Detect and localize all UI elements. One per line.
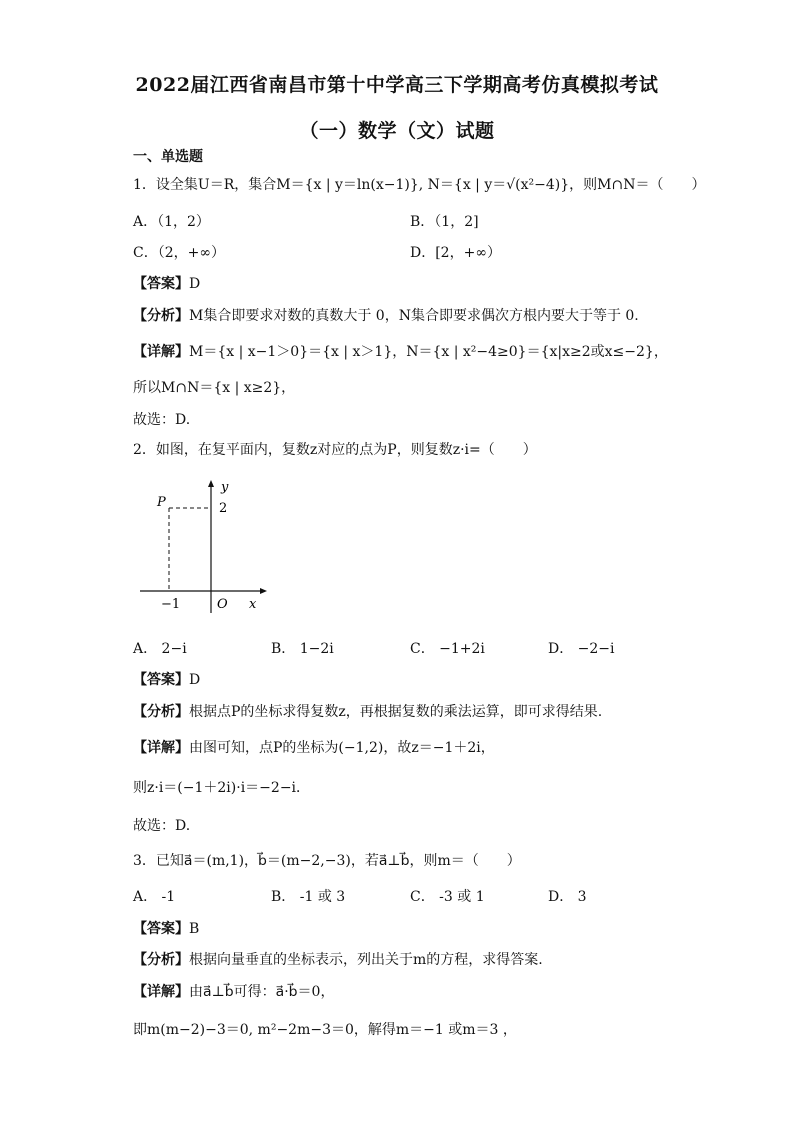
answer-tag: 【答案】 bbox=[133, 672, 189, 688]
label-origin: O bbox=[217, 597, 228, 612]
q3-option-a: A． -1 bbox=[133, 889, 176, 905]
q3-stem: 3．已知a⃗＝(m,1)，b⃗＝(m−2,−3)，若a⃗⊥b⃗，则m＝（ ） bbox=[133, 853, 521, 869]
section-heading: 一、单选题 bbox=[133, 149, 203, 165]
q1-analysis bbox=[133, 306, 639, 326]
q2-detail2: 则z·i＝(−1＋2i)·i＝−2−i． bbox=[133, 780, 311, 796]
document-title-line1: 2022届江西省南昌市第十中学高三下学期高考仿真模拟考试 bbox=[135, 74, 659, 96]
answer-value: B bbox=[189, 921, 200, 937]
q3-option-c: C． -3 或 1 bbox=[410, 889, 485, 905]
detail-tag: 【详解】 bbox=[133, 344, 189, 360]
q3-analysis bbox=[133, 950, 543, 970]
q1-option-d: D．[2，+∞） bbox=[410, 245, 501, 261]
q1-choose: 故选：D. bbox=[133, 412, 191, 428]
detail-tag: 【详解】 bbox=[133, 740, 189, 756]
label-two: 2 bbox=[219, 501, 228, 516]
document-title-line2: （一）数学（文）试题 bbox=[299, 120, 495, 142]
q3-answer bbox=[133, 919, 199, 939]
label-p: P bbox=[157, 495, 166, 510]
q1-option-b: B．（1，2] bbox=[410, 214, 479, 230]
answer-value: D bbox=[189, 276, 201, 292]
q2-detail bbox=[133, 738, 495, 758]
analysis-tag: 【分析】 bbox=[133, 308, 189, 324]
q2-option-a: A． 2−i bbox=[133, 641, 187, 657]
detail-text: 由图可知，点P的坐标为(−1,2)，故z＝−1＋2i， bbox=[189, 740, 495, 756]
label-x: x bbox=[249, 597, 257, 612]
q1-stem: 1．设全集U＝R，集合M＝{x | y＝ln(x−1)}, N＝{x | y＝√(x²−4)}，则M∩N＝（ ） bbox=[133, 177, 706, 193]
analysis-tag: 【分析】 bbox=[133, 952, 189, 968]
answer-tag: 【答案】 bbox=[133, 921, 189, 937]
q2-option-c: C． −1+2i bbox=[410, 641, 485, 657]
q1-detail2: 所以M∩N＝{x | x≥2}， bbox=[133, 380, 296, 396]
detail-text: 由a⃗⊥b⃗可得：a⃗·b⃗＝0， bbox=[189, 984, 335, 1000]
detail-tag: 【详解】 bbox=[133, 984, 189, 1000]
complex-plane-svg bbox=[135, 478, 275, 618]
q2-choose: 故选：D. bbox=[133, 818, 191, 834]
q2-option-d: D． −2−i bbox=[548, 641, 615, 657]
q2-option-b: B． 1−2i bbox=[271, 641, 334, 657]
analysis-text: 根据点P的坐标求得复数z，再根据复数的乘法运算，即可求得结果. bbox=[189, 704, 603, 720]
analysis-text: 根据向量垂直的坐标表示，列出关于m的方程，求得答案. bbox=[189, 952, 543, 968]
answer-tag: 【答案】 bbox=[133, 276, 189, 292]
q2-answer bbox=[133, 670, 200, 690]
x-axis-arrow bbox=[260, 588, 267, 594]
q3-option-b: B． -1 或 3 bbox=[271, 889, 346, 905]
q1-option-a: A．（1，2） bbox=[133, 214, 210, 230]
q3-detail2: 即m(m−2)−3＝0, m²−2m−3＝0，解得m＝−1 或m＝3 ， bbox=[133, 1022, 517, 1038]
y-axis-arrow bbox=[208, 480, 214, 487]
q3-detail bbox=[133, 982, 334, 1002]
q3-option-d: D． 3 bbox=[548, 889, 587, 905]
q1-detail bbox=[133, 342, 668, 362]
detail-text: M＝{x | x−1＞0}＝{x | x＞1}，N＝{x | x²−4≥0}＝{x|x≥2或x≤−2}， bbox=[189, 344, 668, 360]
label-minus-one: −1 bbox=[161, 597, 181, 612]
q1-answer bbox=[133, 274, 200, 294]
analysis-text: M集合即要求对数的真数大于 0，N集合即要求偶次方根内要大于等于 0. bbox=[189, 308, 639, 324]
q1-option-c: C．（2，+∞） bbox=[133, 245, 226, 261]
q2-analysis bbox=[133, 702, 602, 722]
answer-value: D bbox=[189, 672, 201, 688]
q2-stem: 2．如图，在复平面内，复数z对应的点为P，则复数z·i=（ ） bbox=[133, 442, 537, 458]
complex-plane-figure bbox=[135, 478, 275, 618]
analysis-tag: 【分析】 bbox=[133, 704, 189, 720]
label-y: y bbox=[221, 480, 229, 495]
